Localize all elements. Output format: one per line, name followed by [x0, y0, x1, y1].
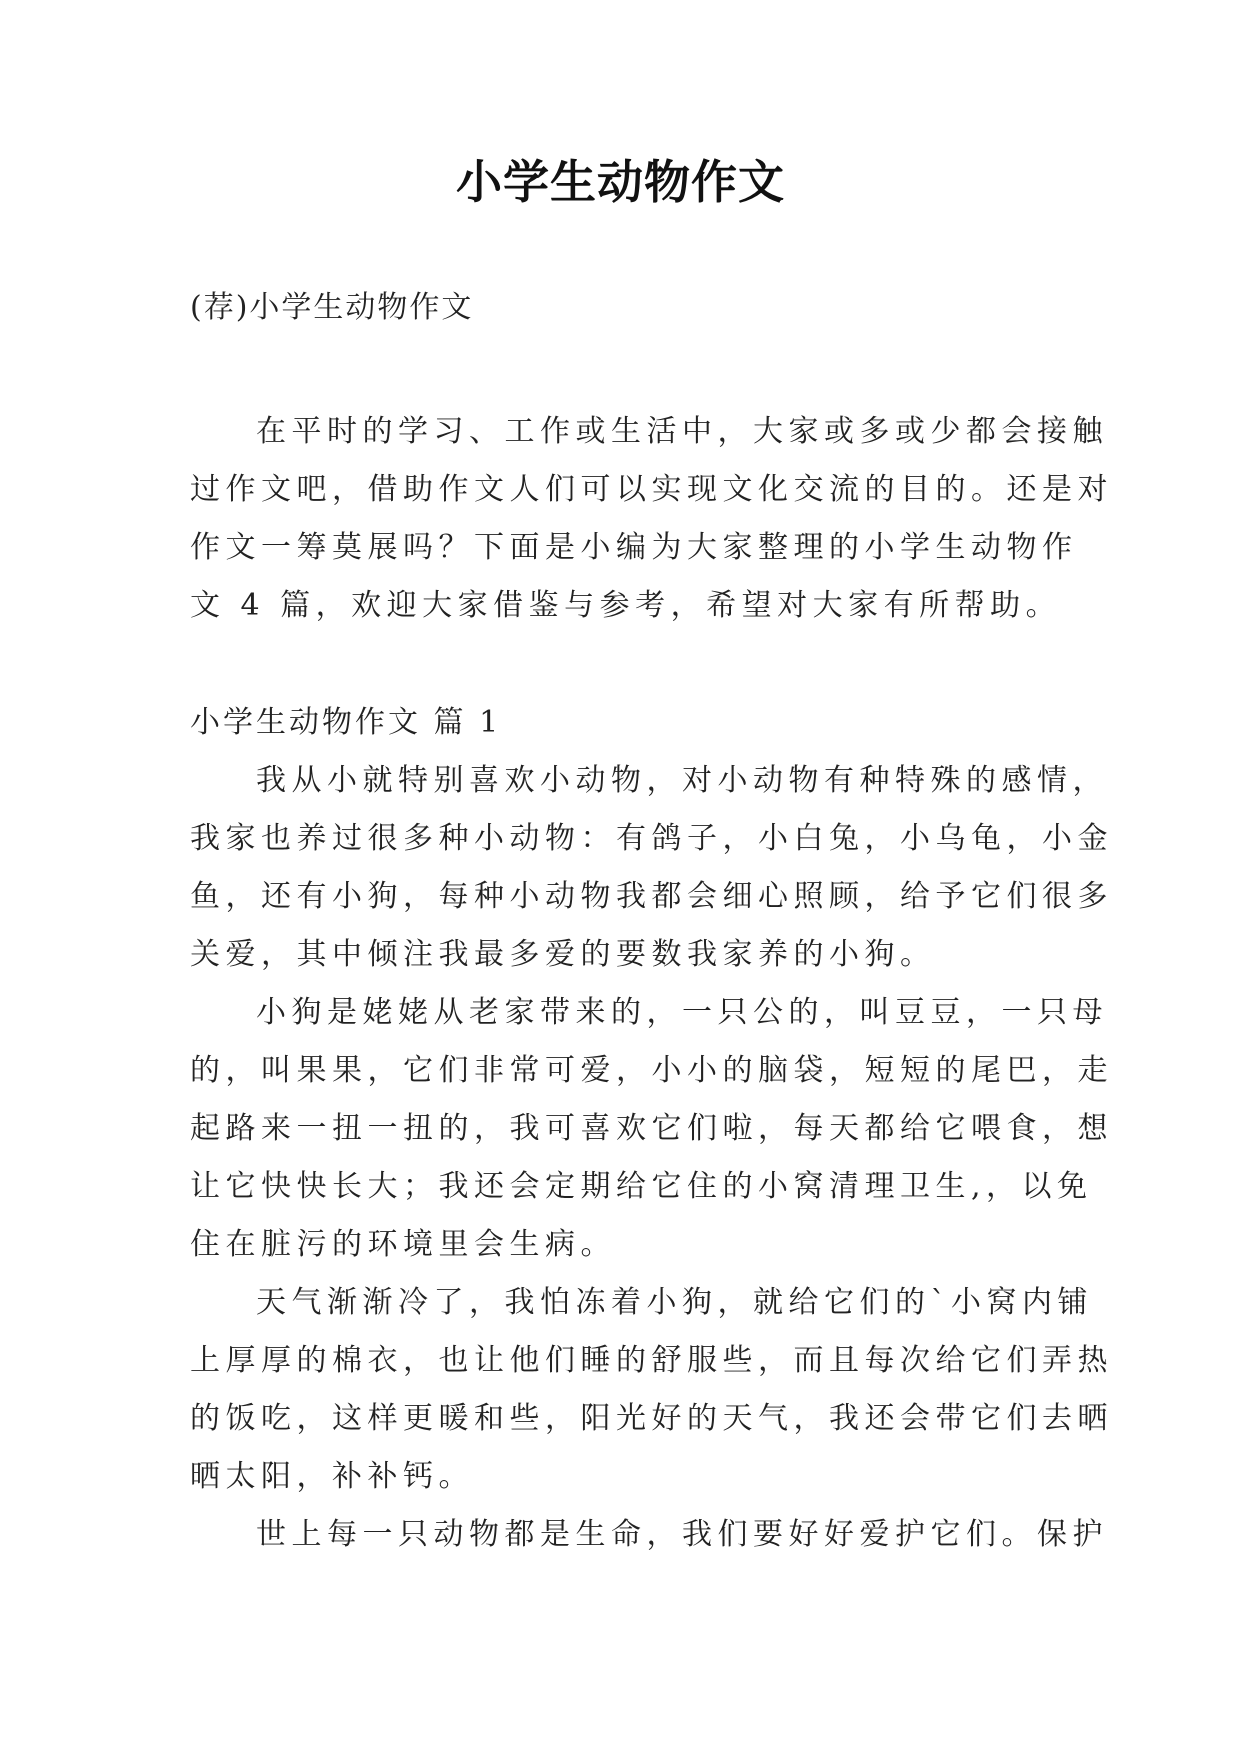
document-title: 小学生动物作文	[456, 155, 785, 209]
intro-line: 作文一筹莫展吗？下面是小编为大家整理的小学生动物作	[190, 530, 1078, 565]
intro-line: 过作文吧，借助作文人们可以实现文化交流的目的。还是对	[190, 472, 1113, 507]
paragraph-line: 我家也养过很多种小动物：有鸽子，小白兔，小乌龟，小金	[190, 821, 1113, 856]
paragraph-line: 的，叫果果，它们非常可爱，小小的脑袋，短短的尾巴，走	[190, 1053, 1113, 1088]
intro-line: 在平时的学习、工作或生活中，大家或多或少都会接触	[256, 414, 1108, 449]
paragraph-line: 起路来一扭一扭的，我可喜欢它们啦，每天都给它喂食，想	[190, 1111, 1113, 1146]
document-subtitle: (荐)小学生动物作文	[190, 290, 474, 325]
paragraph-line: 关爱，其中倾注我最多爱的要数我家养的小狗。	[190, 937, 936, 972]
paragraph-line: 天气渐渐冷了，我怕冻着小狗，就给它们的`小窝内铺	[256, 1285, 1093, 1320]
paragraph-line: 让它快快长大；我还会定期给它住的小窝清理卫生,，以免	[190, 1169, 1093, 1204]
paragraph-line: 住在脏污的环境里会生病。	[190, 1227, 616, 1262]
paragraph-line: 世上每一只动物都是生命，我们要好好爱护它们。保护	[256, 1517, 1108, 1552]
paragraph-line: 的饭吃，这样更暖和些，阳光好的天气，我还会带它们去晒	[190, 1401, 1113, 1436]
intro-line: 文 4 篇，欢迎大家借鉴与参考，希望对大家有所帮助。	[190, 588, 1062, 623]
paragraph-line: 晒太阳，补补钙。	[190, 1459, 474, 1494]
paragraph-line: 上厚厚的棉衣，也让他们睡的舒服些，而且每次给它们弄热	[190, 1343, 1113, 1378]
paragraph-line: 鱼，还有小狗，每种小动物我都会细心照顾，给予它们很多	[190, 879, 1113, 914]
section-heading: 小学生动物作文 篇 1	[190, 705, 502, 740]
intro-paragraph	[190, 403, 1113, 635]
paragraph-line: 小狗是姥姥从老家带来的，一只公的，叫豆豆，一只母	[256, 995, 1108, 1030]
paragraph-line: 我从小就特别喜欢小动物，对小动物有种特殊的感情，	[256, 763, 1108, 798]
essay-section-1	[190, 694, 1113, 1564]
